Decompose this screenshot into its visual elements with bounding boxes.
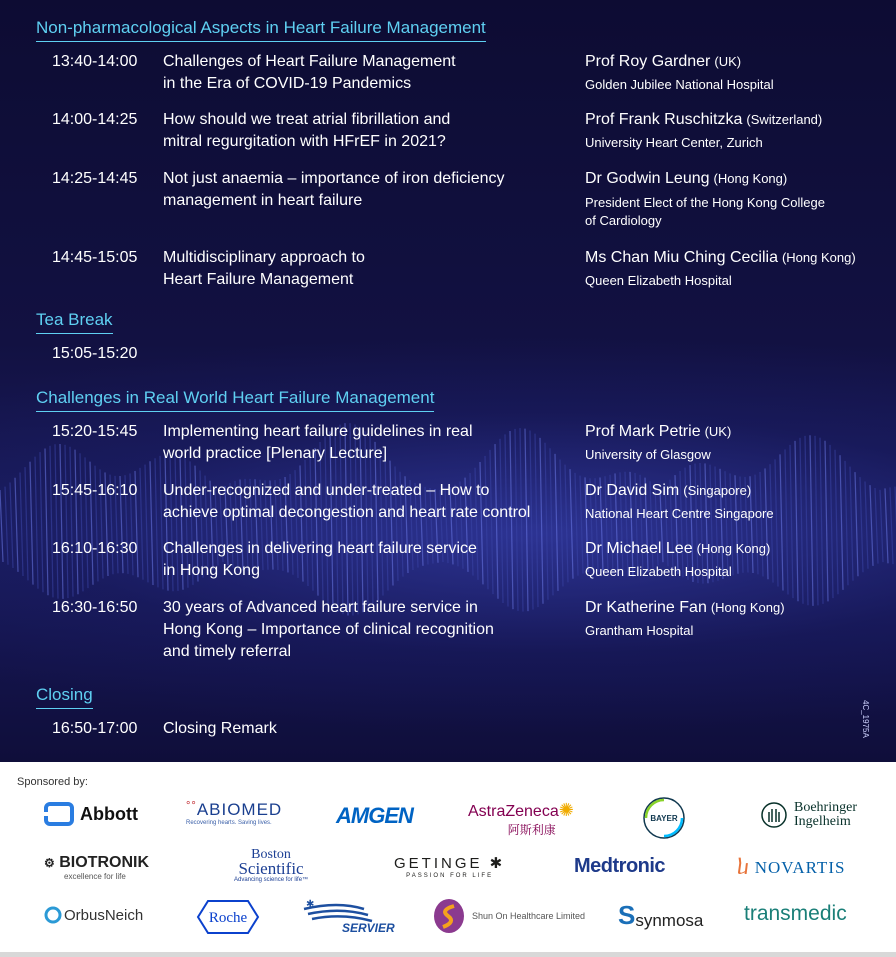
- wave-line: [25, 467, 28, 580]
- wave-line: [65, 445, 68, 598]
- wave-line: [35, 457, 38, 589]
- wave-line: [800, 438, 803, 604]
- session-time: 15:45-16:10: [52, 482, 138, 499]
- speaker-name: Prof Mark Petrie (UK): [585, 423, 732, 440]
- wave-line: [860, 477, 863, 572]
- wave-line: [795, 441, 798, 601]
- boehringer-logo: Boehringer Ingelheim: [760, 800, 857, 830]
- session-topic: Implementing heart failure guidelines in real world practice [Plenary Lecture]: [163, 423, 473, 462]
- wave-line: [0, 490, 3, 562]
- svg-text:Roche: Roche: [208, 910, 248, 926]
- wave-line: [760, 472, 763, 576]
- wave-line: [835, 450, 838, 594]
- wave-line: [825, 441, 828, 602]
- wave-line: [810, 435, 813, 606]
- wave-line: [890, 487, 893, 564]
- abiomed-logo: °°ABIOMED Recovering hearts. Saving lives.: [186, 800, 283, 826]
- wave-line: [880, 490, 883, 562]
- section-title: Tea Break: [36, 310, 113, 334]
- wave-line: [80, 453, 83, 591]
- speaker-name: Dr Michael Lee (Hong Kong): [585, 540, 771, 557]
- wave-line: [150, 461, 153, 585]
- session-topic: Closing Remark: [163, 720, 277, 737]
- session-topic: Under-recognized and under-treated – How to achieve optimal decongestion and heart rate control: [163, 482, 531, 521]
- wave-line: [840, 455, 843, 590]
- orbusneich-logo: OrbusNeich: [44, 906, 143, 924]
- wave-line: [155, 458, 158, 587]
- speaker-name: Prof Frank Ruschitzka (Switzerland): [585, 111, 823, 128]
- session-time: 15:05-15:20: [52, 345, 138, 362]
- bayer-logo: [642, 796, 686, 840]
- boston-scientific-logo: Boston Scientific Advancing science for life™: [234, 847, 309, 883]
- wave-line: [570, 469, 573, 579]
- wave-line: [555, 454, 558, 591]
- bottom-border: [0, 952, 896, 957]
- speaker-affiliation: Queen Elizabeth Hospital: [585, 273, 732, 288]
- wave-line: [790, 445, 793, 598]
- section-title: Non-pharmacological Aspects in Heart Failure Management: [36, 18, 486, 42]
- wave-line: [805, 436, 808, 605]
- wave-line: [45, 448, 48, 595]
- speaker-affiliation: Queen Elizabeth Hospital: [585, 564, 732, 579]
- session-time: 14:00-14:25: [52, 111, 138, 128]
- speaker-name: Dr David Sim (Singapore): [585, 482, 752, 499]
- speaker-name: Dr Katherine Fan (Hong Kong): [585, 599, 785, 616]
- amgen-logo: AMGEN: [336, 803, 413, 828]
- wave-line: [540, 438, 543, 604]
- section-title: Closing: [36, 685, 93, 709]
- session-time: 16:50-17:00: [52, 720, 138, 737]
- synmosa-logo: S synmosa: [618, 900, 704, 930]
- medtronic-logo: Medtronic: [574, 855, 666, 877]
- speaker-name: Ms Chan Miu Ching Cecilia (Hong Kong): [585, 249, 856, 266]
- wave-line: [55, 444, 58, 598]
- novartis-logo: ⴑ NOVARTIS: [737, 857, 846, 879]
- wave-line: [780, 454, 783, 590]
- wave-line: [40, 452, 43, 592]
- abbott-logo: Abbott: [44, 802, 138, 826]
- section-title: Challenges in Real World Heart Failure Management: [36, 388, 434, 412]
- svg-text:BAYER: BAYER: [650, 814, 678, 823]
- wave-line: [10, 482, 13, 568]
- session-time: 14:25-14:45: [52, 170, 138, 187]
- wave-line: [865, 482, 868, 569]
- wave-line: [820, 438, 823, 604]
- wave-line: [870, 485, 873, 566]
- session-topic: Multidisciplinary approach to Heart Failure Management: [163, 249, 365, 288]
- document-code: 4C_1975A: [861, 700, 870, 738]
- wave-line: [830, 445, 833, 598]
- speaker-affiliation: Golden Jubilee National Hospital: [585, 77, 774, 92]
- wave-line: [855, 472, 858, 576]
- wave-line: [50, 446, 53, 598]
- wave-line: [20, 473, 23, 576]
- svg-text:SERVIER: SERVIER: [342, 921, 395, 935]
- wave-line: [30, 462, 33, 585]
- session-topic: Challenges of Heart Failure Management in the Era of COVID-19 Pandemics: [163, 53, 456, 92]
- servier-logo: [298, 899, 398, 935]
- wave-line: [560, 459, 563, 586]
- wave-line: [580, 476, 583, 574]
- wave-line: [145, 465, 148, 583]
- wave-line: [765, 468, 768, 579]
- wave-line: [770, 464, 773, 582]
- wave-line: [85, 457, 88, 588]
- session-topic: Challenges in delivering heart failure service in Hong Kong: [163, 540, 477, 579]
- wave-line: [75, 450, 78, 595]
- session-time: 15:20-15:45: [52, 423, 138, 440]
- speaker-affiliation: University of Glasgow: [585, 447, 711, 462]
- wave-line: [140, 468, 143, 580]
- shun-on-logo: Shun On Healthcare Limited: [432, 898, 585, 934]
- wave-line: [535, 434, 538, 607]
- wave-line: [70, 447, 73, 597]
- sponsors-label: Sponsored by:: [17, 776, 88, 788]
- speaker-name: Prof Roy Gardner (UK): [585, 53, 742, 70]
- wave-line: [815, 436, 818, 606]
- wave-line: [565, 465, 568, 583]
- session-topic: Not just anaemia – importance of iron deficiency management in heart failure: [163, 170, 505, 209]
- roche-logo: [196, 899, 260, 935]
- wave-line: [775, 459, 778, 586]
- wave-line: [550, 448, 553, 595]
- session-topic: 30 years of Advanced heart failure service in Hong Kong – Importance of clinical recognition and timely referral: [163, 599, 494, 660]
- session-time: 14:45-15:05: [52, 249, 138, 266]
- getinge-logo: GETINGE ✱ PASSION FOR LIFE: [394, 855, 506, 879]
- wave-line: [15, 478, 18, 572]
- wave-line: [60, 444, 63, 599]
- speaker-name: Dr Godwin Leung (Hong Kong): [585, 170, 788, 187]
- transmedic-logo: transmedic: [744, 902, 847, 925]
- wave-line: [845, 461, 848, 585]
- wave-line: [885, 488, 888, 563]
- wave-line: [850, 467, 853, 581]
- biotronik-logo: ⚙ BIOTRONIK excellence for life: [44, 854, 149, 881]
- svg-text:✱: ✱: [306, 899, 315, 910]
- wave-line: [785, 449, 788, 594]
- session-topic: How should we treat atrial fibrillation and mitral regurgitation with HFrEF in 2021?: [163, 111, 451, 150]
- wave-line: [5, 487, 8, 565]
- wave-line: [545, 443, 548, 600]
- wave-line: [530, 431, 533, 610]
- speaker-affiliation: Grantham Hospital: [585, 623, 694, 638]
- speaker-affiliation: President Elect of the Hong Kong College of Cardiology: [585, 195, 825, 228]
- speaker-affiliation: National Heart Centre Singapore: [585, 506, 774, 521]
- wave-line: [90, 462, 93, 585]
- speaker-affiliation: University Heart Center, Zurich: [585, 135, 763, 150]
- wave-line: [575, 473, 578, 576]
- session-time: 16:30-16:50: [52, 599, 138, 616]
- wave-line: [875, 488, 878, 564]
- session-time: 13:40-14:00: [52, 53, 138, 70]
- session-time: 16:10-16:30: [52, 540, 138, 557]
- astrazeneca-logo: AstraZeneca✺ 阿斯利康: [468, 800, 574, 837]
